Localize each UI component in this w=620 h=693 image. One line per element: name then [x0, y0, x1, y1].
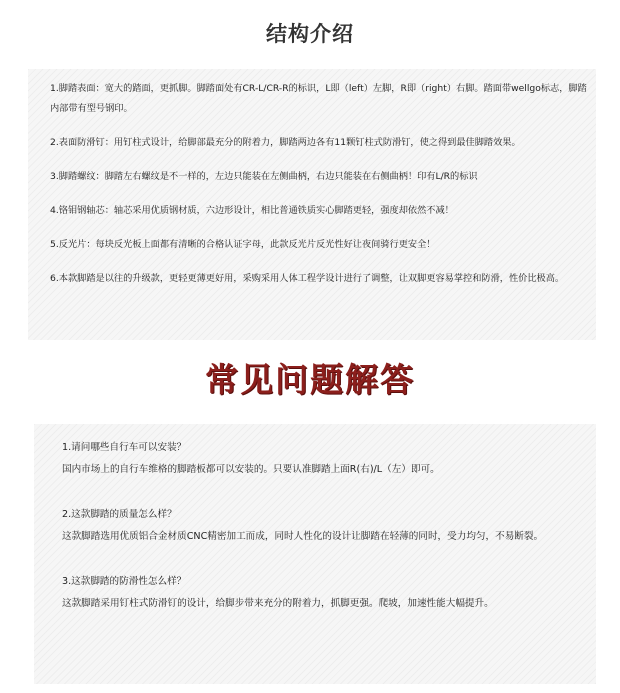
faq-answer: 这款脚踏选用优质铝合金材质CNC精密加工而成，同时人性化的设计让脚踏在轻薄的同时，受力均匀，不易断裂。: [62, 531, 544, 542]
structure-item-reflector: 5.反光片：每块反光板上面都有清晰的合格认证字母，此款反光片反光性好让夜间骑行更安全！: [50, 239, 436, 250]
structure-item-upgrade: 6.本款脚踏是以往的升级款，更轻更薄更好用，采购采用人体工程学设计进行了调整，让双脚更容易掌控和防滑，性价比极高。: [50, 273, 565, 284]
structure-feature-list: [50, 79, 590, 303]
structure-item-chromoly-axle: 4.铬钼钢轴芯：轴芯采用优质钢材质，六边形设计，相比普通铁质实心脚踏更轻，强度却依然不减！: [50, 205, 454, 216]
faq-question: 2.这款脚踏的质量怎么样？: [62, 509, 177, 520]
faq-section-title: 常见问题解答: [205, 360, 415, 399]
structure-item-anti-slip-pins: 2.表面防滑钉：用钉柱式设计，给脚部最充分的附着力，脚踏两边各有11颗钉柱式防滑钉，使之得到最佳脚踏效果。: [50, 137, 521, 148]
structure-item-pedal-thread: 3.脚踏螺纹：脚踏左右螺纹是不一样的，左边只能装在左侧曲柄，右边只能装在右侧曲柄！印有L/R的标识: [50, 171, 478, 182]
faq-answer: 国内市场上的自行车维格的脚踏板都可以安装的。只要认准脚踏上面R(右)/L（左）即可。: [62, 464, 440, 475]
faq-answer: 这款脚踏采用钉柱式防滑钉的设计，给脚步带来充分的附着力，抓脚更强。爬坡，加速性能大幅提升。: [62, 598, 494, 609]
faq-question: 1.请问哪些自行车可以安装？: [62, 442, 187, 453]
faq-item: [62, 437, 582, 481]
faq-question: 3.这款脚踏的防滑性怎么样？: [62, 576, 187, 587]
faq-item: [62, 571, 582, 615]
structure-section-title: 结构介绍: [266, 22, 354, 46]
faq-item: [62, 504, 582, 548]
faq-list: [62, 437, 582, 638]
structure-item-tread-surface: 1.脚踏表面：宽大的踏面，更抓脚。脚踏面处有CR-L/CR-R的标识，L即（left）左脚，R即（right）右脚。踏面带wellgo标志，脚踏内部带有型号钢印。: [50, 83, 587, 114]
